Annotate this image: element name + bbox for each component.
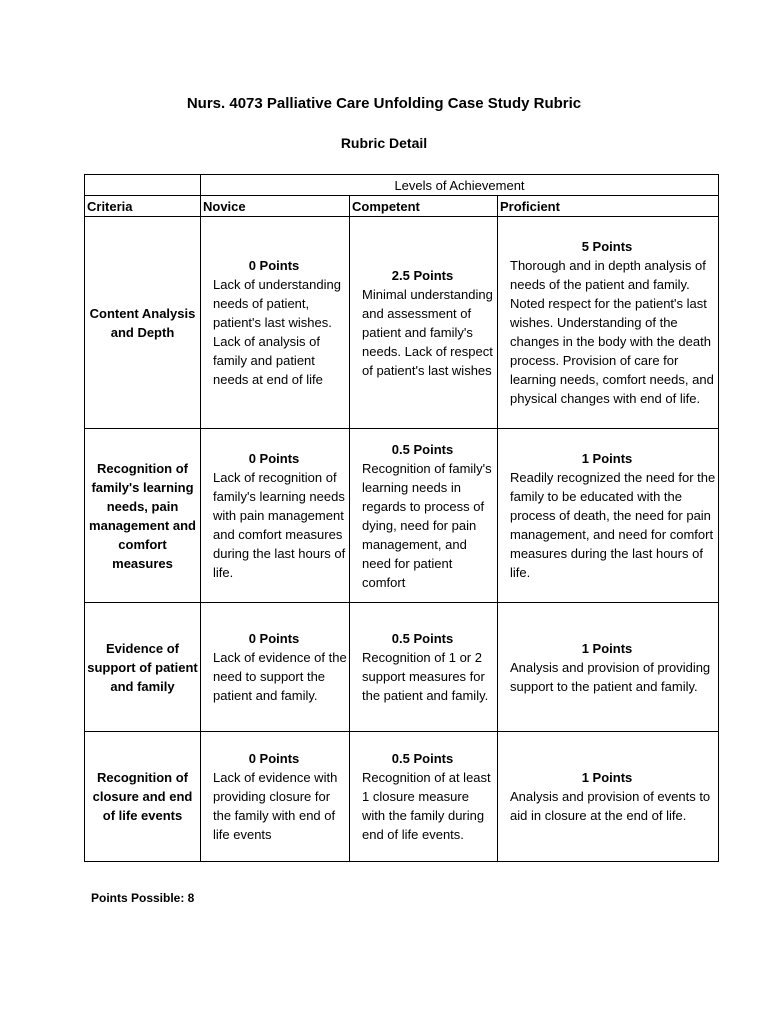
levels-header-row (85, 175, 719, 196)
levels-header: Levels of Achievement (201, 175, 719, 196)
criteria-cell: Recognition of family's learning needs, pain management and comfort measures (85, 429, 201, 603)
description: Recognition of family's learning needs in regards to process of dying, need for pain management, and need for patient comfort (362, 460, 492, 590)
header-proficient: Proficient (498, 196, 719, 217)
proficient-cell (498, 217, 719, 429)
rubric-table (84, 174, 719, 862)
novice-cell (201, 217, 350, 429)
description: Minimal understanding and assessment of patient and family's needs. Lack of respect of patient's last wishes (362, 286, 493, 378)
header-criteria: Criteria (85, 196, 201, 217)
competent-cell (350, 217, 498, 429)
points-label: 1 Points (581, 640, 633, 656)
description: Lack of understanding needs of patient, patient's last wishes. Lack of analysis of family and patient needs at end of life (213, 277, 341, 387)
proficient-cell (498, 732, 719, 862)
table-row (85, 217, 719, 429)
description: Analysis and provision of providing support to the patient and family. (510, 659, 711, 694)
novice-cell (201, 429, 350, 603)
competent-cell (350, 732, 498, 862)
competent-cell (350, 603, 498, 732)
header-empty-cell (85, 175, 201, 196)
proficient-cell (498, 429, 719, 603)
points-label: 0 Points (248, 258, 300, 273)
table-row (85, 603, 719, 732)
points-label: 1 Points (581, 451, 633, 466)
criteria-cell: Evidence of support of patient and family (85, 603, 201, 732)
description: Lack of evidence with providing closure for the family with end of life events (213, 770, 338, 842)
criteria-cell: Recognition of closure and end of life events (85, 732, 201, 862)
description: Readily recognized the need for the family to be educated with the process of death, the need for pain management, and need for comfort measures during the last hours of life. (510, 470, 716, 580)
header-novice: Novice (201, 196, 350, 217)
points-label: 0.5 Points (391, 751, 454, 766)
description: Analysis and provision of events to aid in closure at the end of life. (510, 789, 711, 823)
points-label: 2.5 Points (391, 267, 454, 283)
novice-cell (201, 603, 350, 732)
page-title: Nurs. 4073 Palliative Care Unfolding Case Study Rubric (186, 95, 582, 112)
competent-cell (350, 429, 498, 603)
points-label: 0 Points (248, 631, 300, 646)
description: Recognition of at least 1 closure measure with the family during end of life events. (362, 770, 491, 842)
proficient-cell (498, 603, 719, 732)
description: Recognition of 1 or 2 support measures for the patient and family. (362, 650, 489, 703)
criteria-cell: Content Analysis and Depth (85, 217, 201, 429)
description: Lack of recognition of family's learning needs with pain management and comfort measures during the last hours of life. (213, 470, 346, 580)
description: Thorough and in depth analysis of needs of the patient and family. Noted respect for the patient's last wishes. Understanding of the changes in the body with the death process. Provision of care for learning needs, comfort needs, and physical changes with end of life. (510, 258, 714, 406)
points-label: 0.5 Points (391, 441, 454, 457)
points-possible: Points Possible: 8 (91, 891, 195, 905)
points-label: 0 Points (248, 751, 300, 766)
points-label: 0.5 Points (391, 631, 454, 646)
page-subtitle: Rubric Detail (340, 135, 428, 151)
header-competent: Competent (350, 196, 498, 217)
column-header-row (85, 196, 719, 217)
table-row (85, 732, 719, 862)
description: Lack of evidence of the need to support the patient and family. (213, 650, 347, 703)
novice-cell (201, 732, 350, 862)
points-label: 0 Points (248, 451, 300, 466)
points-label: 1 Points (581, 770, 633, 785)
table-row (85, 429, 719, 603)
points-label: 5 Points (581, 239, 633, 254)
